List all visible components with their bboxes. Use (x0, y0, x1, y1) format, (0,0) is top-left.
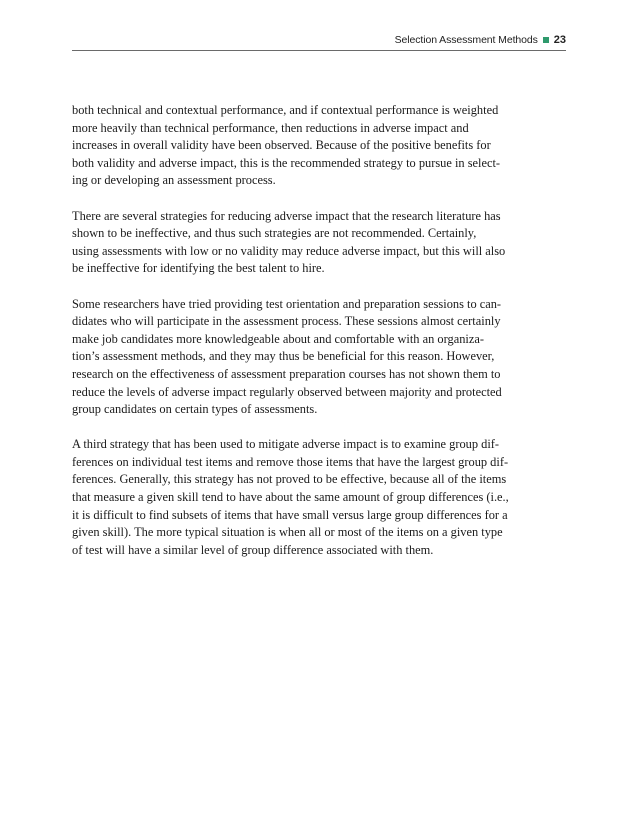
text-line: There are several strategies for reducing adverse impact that the research literature has (72, 208, 501, 223)
text-line: make job candidates more knowledgeable about and comfortable with an organiza- (72, 331, 484, 346)
text-line: both technical and contextual performance, and if contextual performance is weighted (72, 103, 499, 117)
text-line: didates who will participate in the assessment process. These sessions almost certainly (72, 314, 501, 329)
paragraph-1 (72, 102, 501, 190)
paragraph-2 (72, 208, 506, 278)
text-line: more heavily than technical performance, then reductions in adverse impact and (72, 120, 469, 135)
paragraph-spacer (72, 419, 496, 437)
paragraph-spacer (72, 190, 496, 208)
text-line: that measure a given skill tend to have about the same amount of group differences (i.e., (72, 490, 509, 505)
text-line: shown to be ineffective, and thus such strategies are not recommended. Certainly, (72, 226, 477, 241)
page-header (72, 34, 566, 50)
text-line: tion’s assessment methods, and they may thus be beneficial for this reason. However, (72, 349, 495, 364)
running-head (395, 34, 566, 46)
page-number: 23 (553, 34, 566, 46)
text-line: using assessments with low or no validity may reduce adverse impact, but this will also (72, 243, 506, 258)
running-title: Selection Assessment Methods (394, 34, 538, 46)
header-rule (72, 50, 566, 51)
text-line: A third strategy that has been used to mitigate adverse impact is to examine group dif- (72, 437, 500, 452)
text-line: both validity and adverse impact, this is the recommended strategy to pursue in select- (72, 155, 501, 170)
text-line: increases in overall validity have been observed. Because of the positive benefits for (72, 138, 491, 153)
body-text (72, 102, 509, 559)
paragraph-3 (72, 296, 502, 419)
text-line: reduce the levels of adverse impact regularly observed between majority and protected (72, 384, 502, 399)
text-line: ferences. Generally, this strategy has not proved to be effective, because all of the items (72, 472, 507, 487)
text-line: given skill). The more typical situation is when all or most of the items on a given type (72, 525, 503, 540)
square-bullet-icon (543, 37, 549, 43)
text-line: be ineffective for identifying the best talent to hire. (72, 261, 325, 276)
paragraph-spacer (72, 278, 496, 296)
text-line: ing or developing an assessment process. (72, 173, 276, 188)
text-line: group candidates on certain types of assessments. (72, 402, 318, 417)
text-line: ferences on individual test items and remove those items that have the largest group dif- (72, 454, 509, 469)
text-line: of test will have a similar level of group difference associated with them. (72, 542, 434, 557)
text-line: research on the effectiveness of assessment preparation courses has not shown them to (72, 366, 501, 381)
text-line: it is difficult to find subsets of items that have small versus large group differences for a (72, 507, 508, 522)
text-line: Some researchers have tried providing test orientation and preparation sessions to can- (72, 296, 502, 311)
paragraph-4 (72, 436, 509, 559)
